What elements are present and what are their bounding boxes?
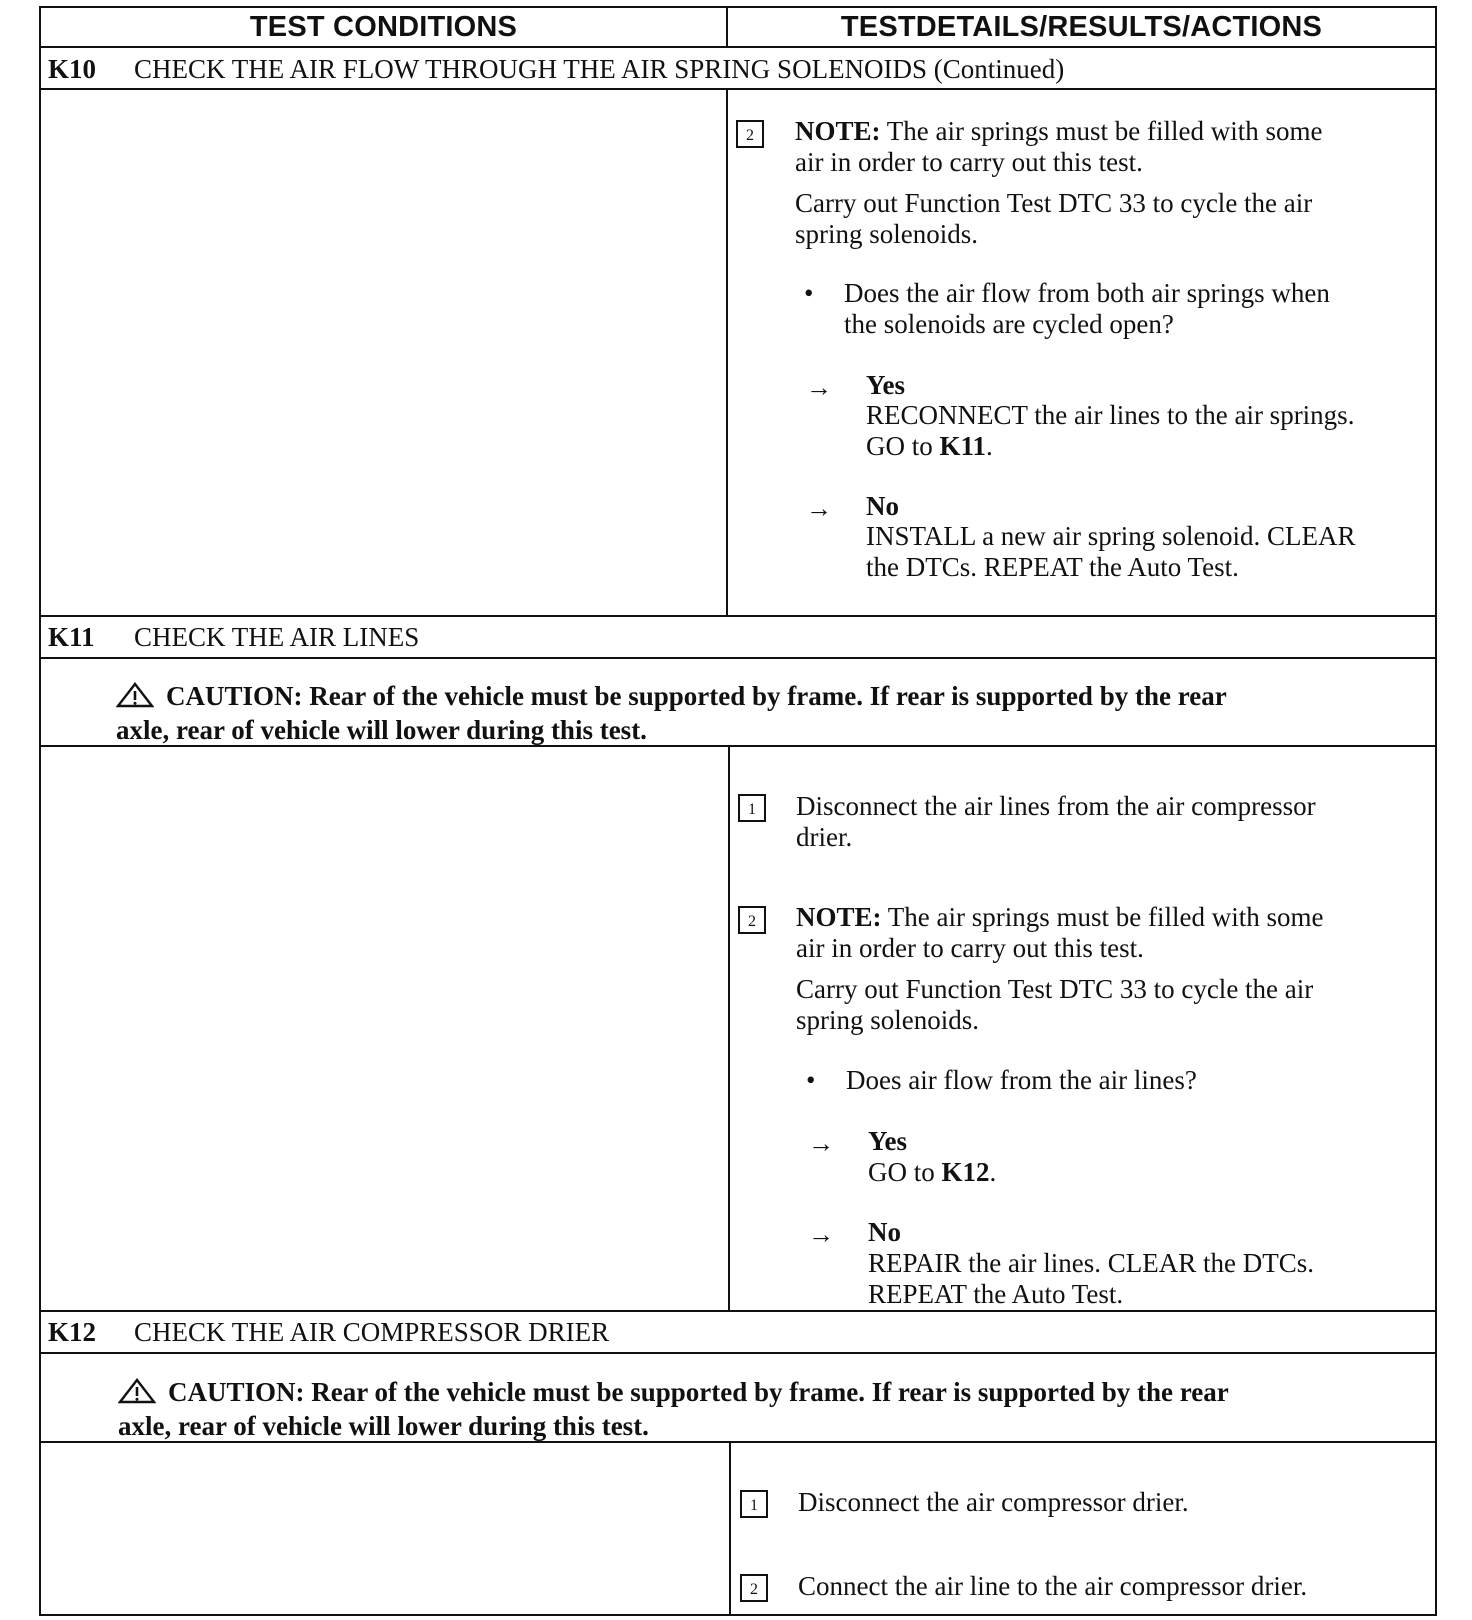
note-label: NOTE: — [796, 902, 882, 932]
goto-prefix: GO to — [868, 1157, 942, 1187]
goto-prefix: GO to — [866, 431, 940, 461]
step-text-line-1: Disconnect the air lines from the air compressor — [796, 791, 1316, 821]
step-text-line-2: drier. — [796, 822, 853, 852]
goto-suffix: . — [986, 431, 993, 461]
rule-bottom — [39, 1614, 1437, 1616]
caution-k11 — [116, 681, 1227, 746]
caution-line-2: axle, rear of vehicle will lower during this test. — [118, 1411, 649, 1441]
caution-line-1: CAUTION: Rear of the vehicle must be supported by frame. If rear is supported by the rear — [118, 1377, 1229, 1411]
step-number-box: 2 — [736, 120, 764, 148]
step-number-box: 2 — [740, 1574, 768, 1602]
section-title: CHECK THE AIR FLOW THROUGH THE AIR SPRING SOLENOIDS (Continued) — [134, 54, 1065, 84]
right-arrow-icon: → — [806, 373, 832, 402]
no-action-line-2: REPEAT the Auto Test. — [868, 1279, 1124, 1309]
section-title: CHECK THE AIR COMPRESSOR DRIER — [134, 1317, 610, 1347]
section-title: CHECK THE AIR LINES — [134, 622, 420, 652]
no-label: No — [868, 1217, 901, 1247]
yes-action-line-2 — [866, 431, 993, 462]
right-arrow-icon: → — [808, 1129, 834, 1158]
no-action-line-1: REPAIR the air lines. CLEAR the DTCs. — [868, 1248, 1314, 1278]
step-number-box: 1 — [738, 794, 766, 822]
col-divider-k12 — [729, 1441, 731, 1615]
note-line-2: air in order to carry out this test. — [795, 147, 1143, 177]
step-number-box: 2 — [738, 906, 766, 934]
question-line-2: the solenoids are cycled open? — [844, 309, 1174, 339]
rule-header-bottom — [39, 46, 1437, 48]
bullet-icon: • — [804, 278, 814, 308]
col-divider-k11 — [728, 745, 730, 1311]
left-border — [39, 6, 41, 1616]
rule-k10-title-bottom — [39, 88, 1437, 90]
rule-k12-title-bottom — [39, 1352, 1437, 1354]
rule-k10-bottom — [39, 615, 1437, 617]
warning-triangle-icon — [116, 682, 154, 715]
rule-k11-title-bottom — [39, 657, 1437, 659]
yes-action-line-1: RECONNECT the air lines to the air springs. — [866, 400, 1355, 430]
right-border — [1435, 6, 1437, 1616]
column-header-test-details: TESTDETAILS/RESULTS/ACTIONS — [840, 11, 1323, 43]
section-code: K12 — [48, 1317, 97, 1347]
instruction-line-2: spring solenoids. — [796, 1005, 980, 1035]
caution-line-1: CAUTION: Rear of the vehicle must be supported by frame. If rear is supported by the rear — [116, 681, 1227, 715]
no-label: No — [866, 491, 899, 521]
goto-reference: K11 — [939, 431, 987, 461]
no-action-line-2: the DTCs. REPEAT the Auto Test. — [866, 552, 1239, 582]
column-header-test-conditions: TEST CONDITIONS — [249, 11, 518, 43]
goto-reference: K12 — [941, 1157, 990, 1187]
note-line: The air springs must be filled with some — [881, 902, 1324, 932]
question-line-1: Does the air flow from both air springs when — [844, 278, 1330, 308]
right-arrow-icon: → — [808, 1220, 834, 1249]
note-text — [796, 902, 1323, 933]
instruction-line-1: Carry out Function Test DTC 33 to cycle the air — [795, 188, 1313, 218]
yes-label: Yes — [868, 1126, 907, 1156]
goto-suffix: . — [989, 1157, 997, 1187]
bullet-icon: • — [806, 1065, 816, 1095]
question-line: Does air flow from the air lines? — [846, 1065, 1197, 1095]
note-text — [795, 116, 1322, 147]
caution-line-2: axle, rear of vehicle will lower during this test. — [116, 715, 647, 745]
section-code: K10 — [48, 54, 97, 84]
step-number-box: 1 — [740, 1490, 768, 1518]
note-line: The air springs must be filled with some — [880, 116, 1323, 146]
no-action-line-1: INSTALL a new air spring solenoid. CLEAR — [866, 521, 1356, 551]
section-code: K11 — [48, 622, 95, 652]
note-line-2: air in order to carry out this test. — [796, 933, 1144, 963]
note-label: NOTE: — [795, 116, 881, 146]
section-heading-k10 — [48, 52, 1064, 86]
yes-label: Yes — [866, 370, 905, 400]
section-heading-k12 — [48, 1315, 609, 1349]
step-text-line-1: Disconnect the air compressor drier. — [798, 1487, 1189, 1517]
instruction-line-2: spring solenoids. — [795, 219, 979, 249]
section-heading-k11 — [48, 620, 419, 654]
rule-k11-bottom — [39, 1310, 1437, 1312]
instruction-line-1: Carry out Function Test DTC 33 to cycle the air — [796, 974, 1314, 1004]
caution-k12 — [118, 1377, 1229, 1442]
step-text-line-1: Connect the air line to the air compressor drier. — [798, 1571, 1308, 1601]
col-divider-k10 — [726, 88, 728, 616]
yes-action-line-1 — [868, 1157, 996, 1188]
right-arrow-icon: → — [806, 494, 832, 523]
warning-triangle-icon — [118, 1378, 156, 1411]
